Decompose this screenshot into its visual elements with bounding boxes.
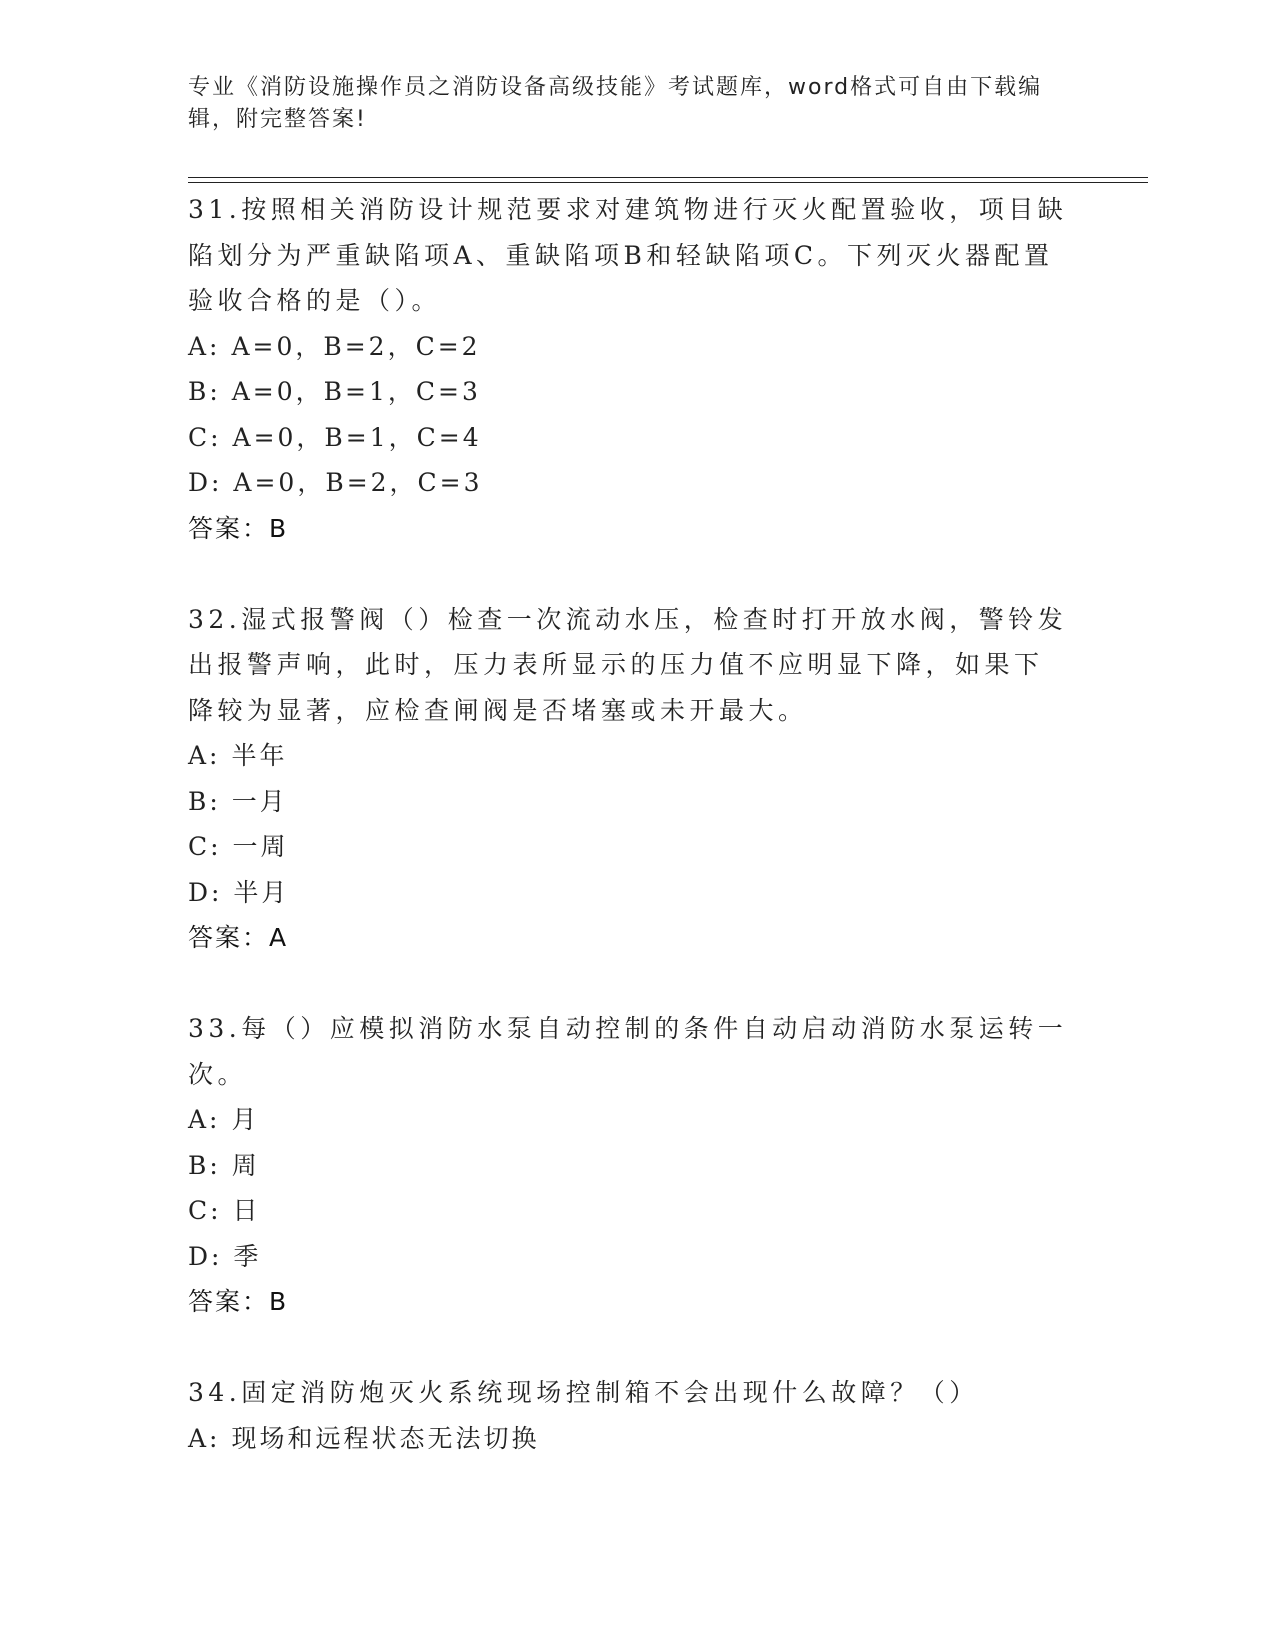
question-33 — [188, 1006, 1088, 1370]
option-text: 现场和远程状态无法切换 — [231, 1423, 540, 1453]
option-letter: D: — [188, 877, 223, 907]
option-b — [188, 369, 1088, 415]
option-letter: A: — [188, 741, 221, 770]
option-a — [188, 324, 1088, 370]
option-d — [188, 460, 1088, 506]
question-list — [188, 187, 1088, 1461]
option-b — [188, 1143, 1088, 1189]
answer-line: 答案：A — [188, 923, 289, 952]
option-letter: D: — [188, 468, 223, 497]
option-text: A=0，B=1，C=3 — [231, 377, 481, 406]
option-letter: D: — [188, 1241, 223, 1271]
option-letter: C: — [188, 422, 222, 452]
option-letter: B: — [188, 1150, 221, 1180]
option-text: 一月 — [231, 786, 288, 816]
option-letter: A: — [188, 1423, 221, 1453]
header-divider-top — [188, 177, 1148, 178]
option-text: 一周 — [232, 832, 289, 861]
document-header: 专业《消防设施操作员之消防设备高级技能》考试题库，word格式可自由下载编辑，附完整答案! — [188, 75, 1043, 132]
option-a — [188, 733, 1088, 779]
option-a — [188, 1097, 1088, 1143]
option-text: 半月 — [233, 877, 290, 907]
option-c — [188, 1188, 1088, 1234]
answer-line: 答案：B — [188, 513, 289, 543]
question-32 — [188, 597, 1088, 1007]
option-text: A=0，B=2，C=3 — [233, 468, 483, 497]
option-letter: C: — [188, 1196, 222, 1225]
option-letter: A: — [188, 1105, 221, 1134]
option-letter: A: — [188, 331, 221, 361]
option-c — [188, 824, 1088, 870]
question-stem: 31.按照相关消防设计规范要求对建筑物进行灭火配置验收，项目缺陷划分为严重缺陷项A、重缺陷项B和轻缺陷项C。下列灭火器配置验收合格的是（）。 — [188, 195, 1068, 315]
question-34 — [188, 1370, 1088, 1461]
spacer — [188, 1325, 1088, 1371]
option-text: 月 — [231, 1105, 260, 1134]
spacer — [188, 961, 1088, 1007]
question-31 — [188, 187, 1088, 597]
option-d — [188, 1234, 1088, 1280]
option-b — [188, 779, 1088, 825]
option-letter: B: — [188, 786, 221, 816]
option-text: 周 — [231, 1150, 260, 1180]
option-letter: B: — [188, 377, 221, 406]
question-stem: 33.每（）应模拟消防水泵自动控制的条件自动启动消防水泵运转一次。 — [188, 1014, 1068, 1089]
option-text: 季 — [233, 1241, 262, 1271]
question-stem: 32.湿式报警阀（）检查一次流动水压，检查时打开放水阀，警铃发出报警声响，此时，压力表所显示的压力值不应明显下降，如果下降较为显著，应检查闸阀是否堵塞或未开最大。 — [188, 604, 1068, 725]
option-text: 半年 — [231, 741, 288, 770]
option-text: A=0，B=2，C=2 — [231, 331, 481, 361]
option-a — [188, 1416, 1088, 1462]
option-letter: C: — [188, 832, 222, 861]
answer-line: 答案：B — [188, 1287, 289, 1316]
option-text: A=0，B=1，C=4 — [232, 422, 482, 452]
option-d — [188, 870, 1088, 916]
spacer — [188, 551, 1088, 597]
header-divider-bottom — [188, 182, 1148, 183]
question-stem: 34.固定消防炮灭火系统现场控制箱不会出现什么故障？（） — [188, 1378, 979, 1407]
option-text: 日 — [232, 1196, 261, 1225]
option-c — [188, 415, 1088, 461]
document-page — [188, 0, 1148, 1650]
